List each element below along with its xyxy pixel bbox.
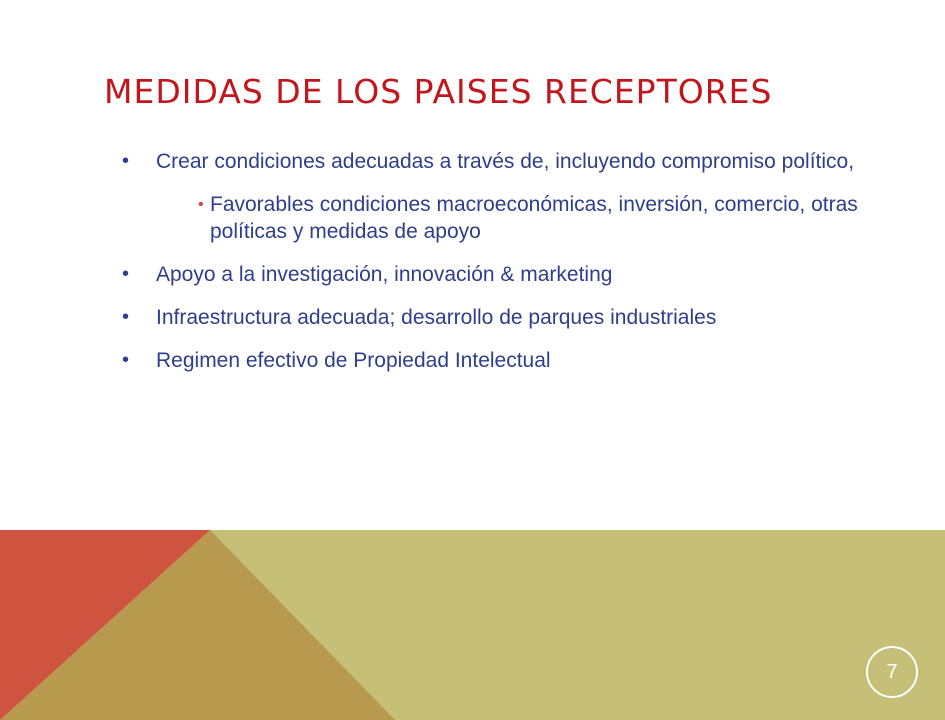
sub-bullet-text: Favorables condiciones macroeconómicas, inversión, comercio, otras políticas y medidas de apoyo [210,193,858,243]
bullet-text: Crear condiciones adecuadas a través de, incluyendo compromiso político, [156,150,855,173]
bullet-icon: • [122,150,130,172]
bullet-icon: • [122,349,130,371]
sub-bullet-item [120,191,920,245]
bullet-item [120,304,920,331]
bullet-item [120,347,920,374]
page-number: 7 [886,660,898,683]
page-number-badge [866,646,918,698]
bullet-item [120,261,920,288]
bullet-icon: • [122,263,130,285]
bullet-icon: • [122,306,130,328]
decorative-bottom-band [0,530,945,720]
bullet-list [120,148,920,390]
bullet-text: Infraestructura adecuada; desarrollo de parques industriales [156,306,717,329]
bullet-text: Regimen efectivo de Propiedad Intelectual [156,349,551,372]
bullet-text: Apoyo a la investigación, innovación & marketing [156,263,613,286]
sub-bullet-icon: • [198,196,204,213]
bullet-item [120,148,920,175]
slide-title: MEDIDAS DE LOS PAISES RECEPTORES [104,72,773,111]
